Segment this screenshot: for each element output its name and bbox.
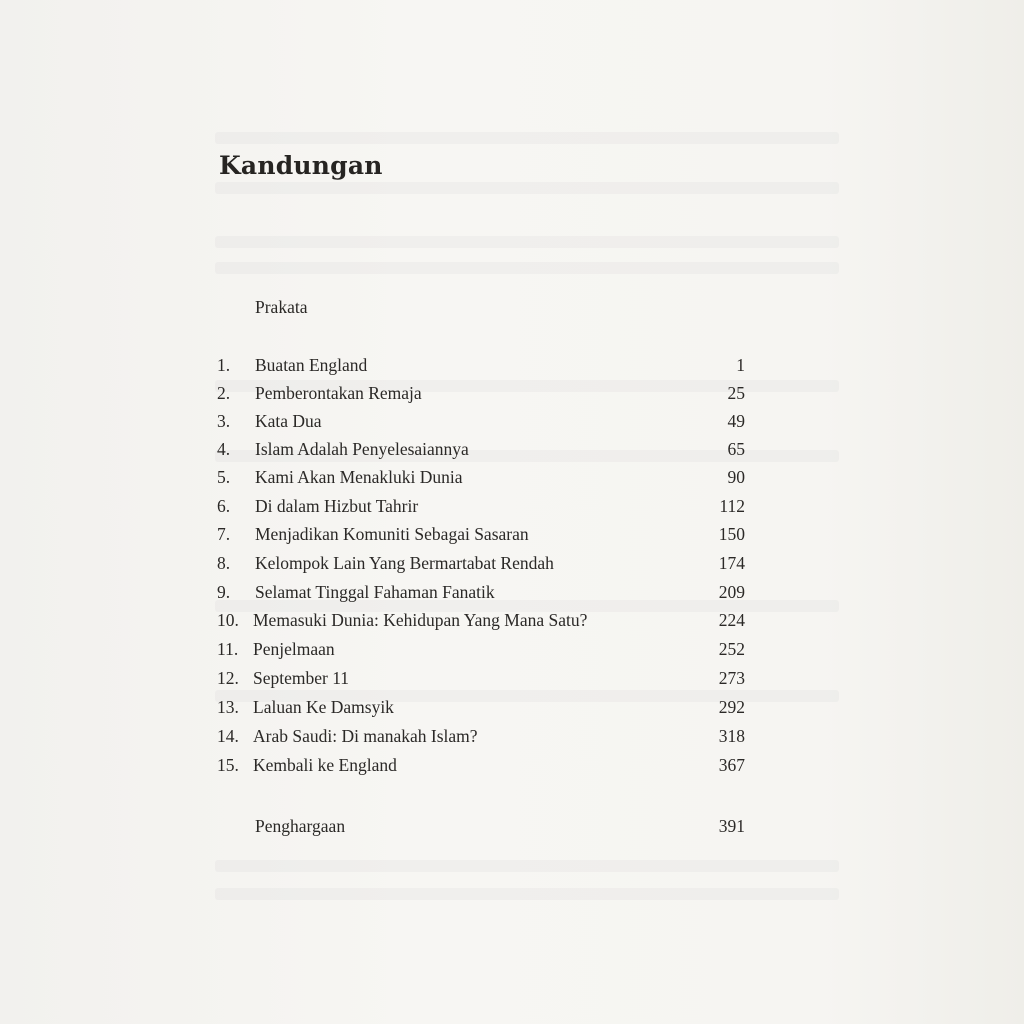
- toc-entry-number: 9.: [217, 582, 231, 602]
- toc-entry-page: 1: [736, 355, 745, 375]
- toc-entry-page: 112: [719, 496, 745, 516]
- toc-entry-number: 11.: [217, 639, 239, 659]
- toc-entry-page: 252: [718, 639, 745, 659]
- toc-entry-number: 6.: [217, 496, 231, 516]
- show-through-line: [215, 182, 839, 194]
- toc-entry-title: Memasuki Dunia: Kehidupan Yang Mana Satu?: [253, 610, 588, 630]
- toc-acknowledgements: [217, 814, 745, 838]
- toc-entry-title: Buatan England: [255, 355, 368, 375]
- toc-entry-title: Kami Akan Menakluki Dunia: [255, 467, 463, 487]
- toc-entry-title: Di dalam Hizbut Tahrir: [255, 496, 419, 516]
- toc-entry: [217, 724, 745, 748]
- toc-preface: [217, 295, 745, 319]
- toc-entry-title: Kelompok Lain Yang Bermartabat Rendah: [255, 553, 554, 573]
- toc-entry-title: September 11: [253, 668, 350, 688]
- toc-entry-page: 209: [718, 582, 745, 602]
- toc-entry: [217, 753, 745, 777]
- toc-entry: [217, 437, 745, 461]
- toc-entry-number: 7.: [217, 524, 231, 544]
- toc-entry-title: Penjelmaan: [253, 639, 335, 659]
- toc-entry-page: 292: [718, 697, 745, 717]
- toc-acknowledgements-page: 391: [718, 816, 745, 836]
- toc-entry-title: Kata Dua: [255, 411, 322, 431]
- toc-entry: [217, 353, 745, 377]
- toc-entry-number: 5.: [217, 467, 231, 487]
- toc-entry-title: Laluan Ke Damsyik: [253, 697, 394, 717]
- toc-entry-number: 8.: [217, 553, 231, 573]
- toc-entry: [217, 551, 745, 575]
- toc-preface-label: Prakata: [255, 297, 308, 317]
- toc-entry-title: Kembali ke England: [253, 755, 397, 775]
- toc-entry: [217, 465, 745, 489]
- toc-entry: [217, 381, 745, 405]
- toc-entry-title: Selamat Tinggal Fahaman Fanatik: [255, 582, 495, 602]
- toc-entry-number: 2.: [217, 383, 231, 403]
- toc-entry-page: 224: [718, 610, 745, 630]
- toc-entry: [217, 666, 745, 690]
- toc-entry: [217, 580, 745, 604]
- toc-entry-title: Arab Saudi: Di manakah Islam?: [253, 726, 478, 746]
- toc-entry-title: Islam Adalah Penyelesaiannya: [255, 439, 469, 459]
- toc-entry-number: 3.: [217, 411, 231, 431]
- toc-acknowledgements-label: Penghargaan: [255, 816, 346, 836]
- toc-entry-number: 4.: [217, 439, 231, 459]
- toc-entry-number: 10.: [217, 610, 239, 630]
- toc-entry-page: 65: [727, 439, 745, 459]
- show-through-line: [215, 236, 839, 248]
- toc-entry-page: 90: [727, 467, 745, 487]
- toc-entry: [217, 522, 745, 546]
- toc-entry-title: Pemberontakan Remaja: [255, 383, 422, 403]
- toc-entry: [217, 494, 745, 518]
- toc-entry-page: 174: [718, 553, 745, 573]
- toc-entry-title: Menjadikan Komuniti Sebagai Sasaran: [255, 524, 529, 544]
- toc-entry-number: 14.: [217, 726, 239, 746]
- show-through-line: [215, 888, 839, 900]
- toc-entry-page: 150: [718, 524, 745, 544]
- toc-entry: [217, 695, 745, 719]
- toc-entry: [217, 608, 745, 632]
- toc-entry: [217, 637, 745, 661]
- toc-entry-page: 49: [727, 411, 745, 431]
- toc-entry-page: 25: [727, 383, 745, 403]
- toc-entry-number: 15.: [217, 755, 239, 775]
- toc-entry-page: 367: [718, 755, 745, 775]
- show-through-line: [215, 860, 839, 872]
- toc-entry-number: 13.: [217, 697, 239, 717]
- toc-entry-page: 318: [718, 726, 745, 746]
- toc-entry-number: 1.: [217, 355, 231, 375]
- toc-entry-number: 12.: [217, 668, 239, 688]
- show-through-line: [215, 262, 839, 274]
- toc-entry: [217, 409, 745, 433]
- show-through-line: [215, 132, 839, 144]
- toc-entry-page: 273: [718, 668, 745, 688]
- page-title: Kandungan: [219, 151, 383, 180]
